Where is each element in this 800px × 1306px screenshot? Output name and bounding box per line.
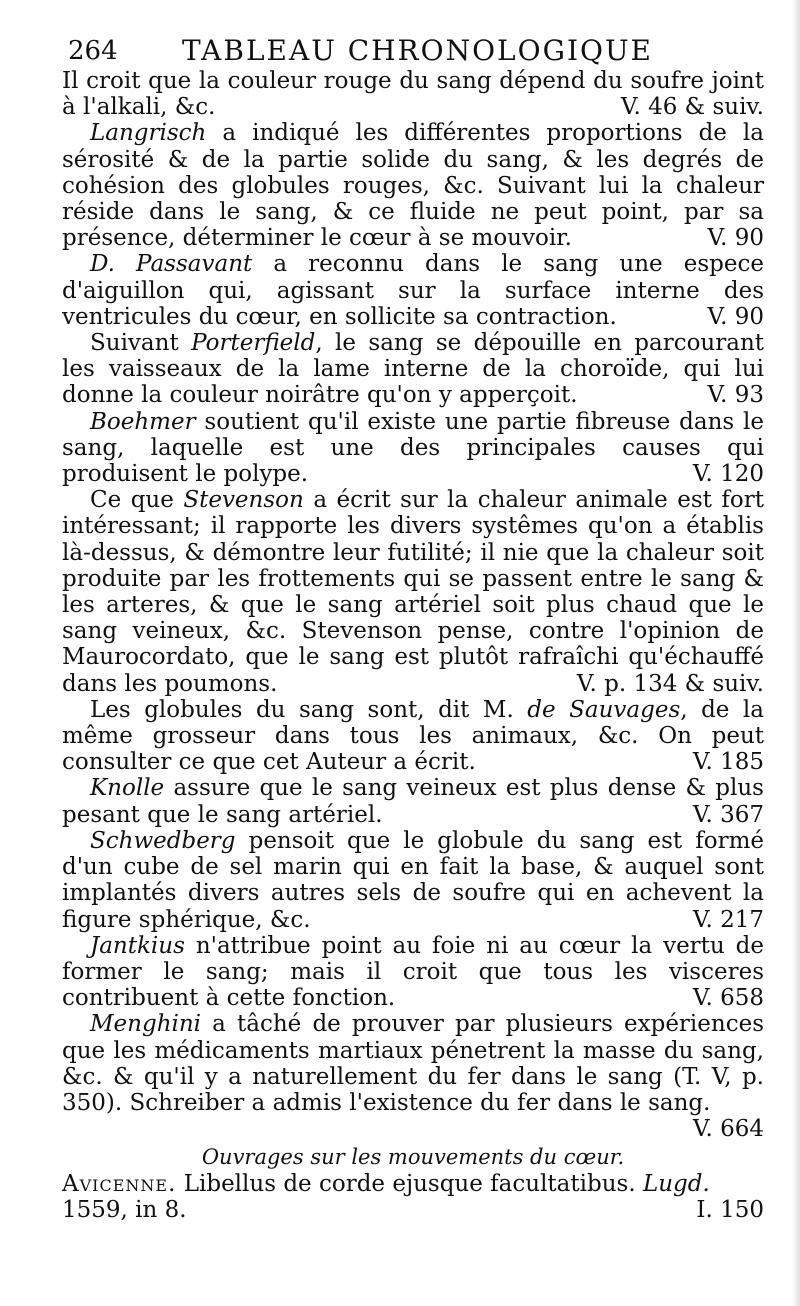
volume-reference: V. 120 (692, 461, 764, 488)
entry-paragraph (62, 68, 764, 120)
entry-text: assure que le sang veineux est plus dense & plus pesant que le sang artériel. (62, 775, 764, 828)
entry-paragraph (62, 828, 764, 933)
entry-paragraph (62, 330, 764, 409)
entry-text: , le sang se dépouille en parcourant les vaisseaux de la lame interne de la choroïde, qui lui donne la couleur noirâtre qu'on y apperçoit. (62, 330, 765, 409)
entry-text: Suivant (90, 330, 192, 357)
volume-reference: I. 150 (696, 1196, 764, 1223)
volume-reference: V. 46 & suiv. (620, 94, 764, 121)
entry-text: n'attribue point au foie ni au cœur la vertu de former le sang; mais il croit que tous les visceres contribuent à cette fonction. (62, 932, 764, 1012)
volume-reference: V. 185 (692, 749, 764, 776)
author-name: Knolle (90, 775, 165, 802)
author-name: de Sauvages (527, 696, 681, 723)
entry-paragraph (62, 409, 764, 488)
entry-text: soutient qu'il existe une partie fibreuse dans le sang, laquelle est une des principales causes qui produisent le polype. (62, 408, 764, 488)
author-name: Jantkius (90, 932, 185, 959)
volume-reference: V. 217 (692, 906, 764, 933)
entry-text: Les globules du sang sont, dit M. (90, 696, 528, 723)
page-number: 264 (68, 36, 118, 66)
bibliography-entry (62, 1171, 764, 1223)
entry-text: a indiqué les différentes proportions de la sérosité & de la partie solide du sang, & les degrés de cohésion des globules rouges, &c. Suivant lui la chaleur réside dans le sang, & ce fluide ne peut point, par sa présence, déterminer le cœur à se mouvoir. (62, 120, 764, 252)
entry-text: , de la même grosseur dans tous les animaux, &c. On peut consulter ce que cet Auteur a écrit. (62, 696, 764, 776)
bibliography-date: 1559, in 8. (62, 1196, 187, 1223)
entry-text: a écrit sur la chaleur animale est fort intéressant; il rapporte les divers systêmes qu'on a établis là-dessus, & démontre leur futilité; il nie que la chaleur soit produite par les frottements qui se passent entre le sang & les arteres, & que le sang artériel soit plus chaud que le sang veineux, &c. Stevenson pense, contre l'opinion de Maurocordato, que le sang est plutôt rafraîchi qu'échauffé dans les poumons. (62, 487, 764, 697)
entry-paragraph (62, 120, 764, 251)
entry-text: a reconnu dans le sang une espece d'aiguillon qui, agissant sur la surface interne des ventricules du cœur, en sollicite sa contraction. (62, 251, 764, 330)
bibliography-author: Avicenne. (62, 1170, 177, 1197)
bibliography-place: Lugd. (642, 1170, 710, 1197)
page-header (62, 22, 764, 68)
running-title: TABLEAU CHRONOLOGIQUE (182, 34, 653, 67)
author-name: Stevenson (183, 487, 304, 514)
entry-paragraph (62, 933, 764, 1012)
page-fold-shadow (792, 0, 800, 1306)
volume-reference: V. 90 (707, 225, 764, 252)
entry-text: a tâché de prouver par plusieurs expériences que les médicaments martiaux pénetrent la masse du sang, &c. & qu'il y a naturellement du fer dans le sang (T. V, p. 350). Schreiber a admis l'existence du fer dans le sang. (62, 1011, 764, 1116)
body-text (62, 68, 764, 1223)
volume-reference: V. p. 134 & suiv. (576, 670, 764, 697)
entry-text: Il croit que la couleur rouge du sang dépend du soufre joint à l'alkali, &c. (62, 68, 764, 121)
author-name: Menghini (90, 1011, 202, 1038)
entry-paragraph (62, 487, 764, 697)
entry-paragraph (62, 251, 764, 330)
volume-reference: V. 90 (707, 303, 764, 330)
author-name: Langrisch (90, 120, 207, 147)
volume-reference: V. 658 (692, 985, 764, 1012)
entry-paragraph (62, 697, 764, 776)
section-heading: Ouvrages sur les mouvements du cœur. (201, 1145, 625, 1170)
author-name: Boehmer (90, 408, 196, 435)
volume-reference: V. 664 (692, 1116, 764, 1143)
entry-paragraph (62, 775, 764, 827)
volume-reference: V. 367 (692, 801, 764, 828)
entry-paragraph (62, 1011, 764, 1142)
author-name: Schwedberg (90, 827, 236, 854)
bibliography-title: Libellus de corde ejusque facultatibus. (176, 1170, 643, 1197)
author-name: D. Passavant (90, 251, 253, 278)
volume-reference: V. 93 (707, 382, 764, 409)
entry-text: Ce que (90, 487, 184, 514)
entry-text: pensoit que le globule du sang est formé d'un cube de sel marin qui en fait la base, & auquel sont implantés divers autres sels de soufre qui en achevent la figure sphérique, &c. (62, 827, 764, 933)
author-name: Porterfield (191, 330, 316, 357)
